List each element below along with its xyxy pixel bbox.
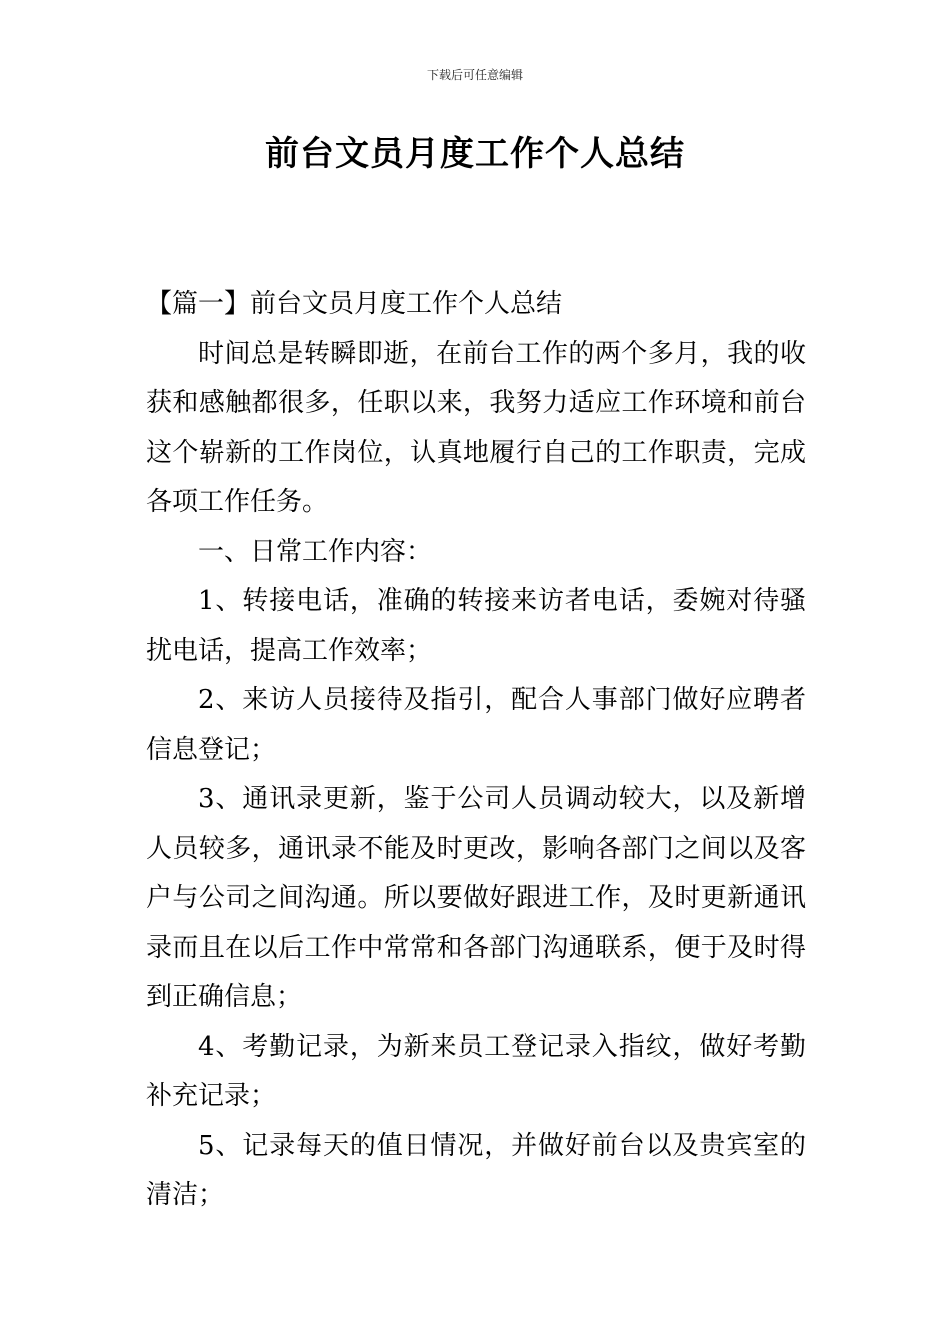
paragraph-intro: 时间总是转瞬即逝，在前台工作的两个多月，我的收获和感触都很多，任职以来，我努力适应工作环境和前台这个崭新的工作岗位，认真地履行自己的工作职责，完成各项工作任务。 (146, 338, 806, 517)
document-body (146, 280, 806, 1221)
document-title: 前台文员月度工作个人总结 (265, 134, 685, 174)
paragraph-item-1: 1、转接电话，准确的转接来访者电话，委婉对待骚扰电话，提高工作效率； (146, 586, 806, 666)
paragraph-item-4: 4、考勤记录，为新来员工登记录入指纹，做好考勤补充记录； (146, 1031, 806, 1111)
paragraph-item-5: 5、记录每天的值日情况，并做好前台以及贵宾室的清洁； (146, 1130, 806, 1210)
header-note: 下载后可任意编辑 (426, 68, 523, 82)
paragraph-item-2: 2、来访人员接待及指引，配合人事部门做好应聘者信息登记； (146, 685, 806, 765)
paragraph-section-one-heading: 一、日常工作内容： (198, 536, 433, 567)
paragraph-item-3: 3、通讯录更新，鉴于公司人员调动较大，以及新增人员较多，通讯录不能及时更改，影响各部门之间以及客户与公司之间沟通。所以要做好跟进工作，及时更新通讯录而且在以后工作中常常和各部门沟通联系，便于及时得到正确信息； (146, 784, 806, 1012)
section-heading: 【篇一】前台文员月度工作个人总结 (146, 289, 563, 319)
